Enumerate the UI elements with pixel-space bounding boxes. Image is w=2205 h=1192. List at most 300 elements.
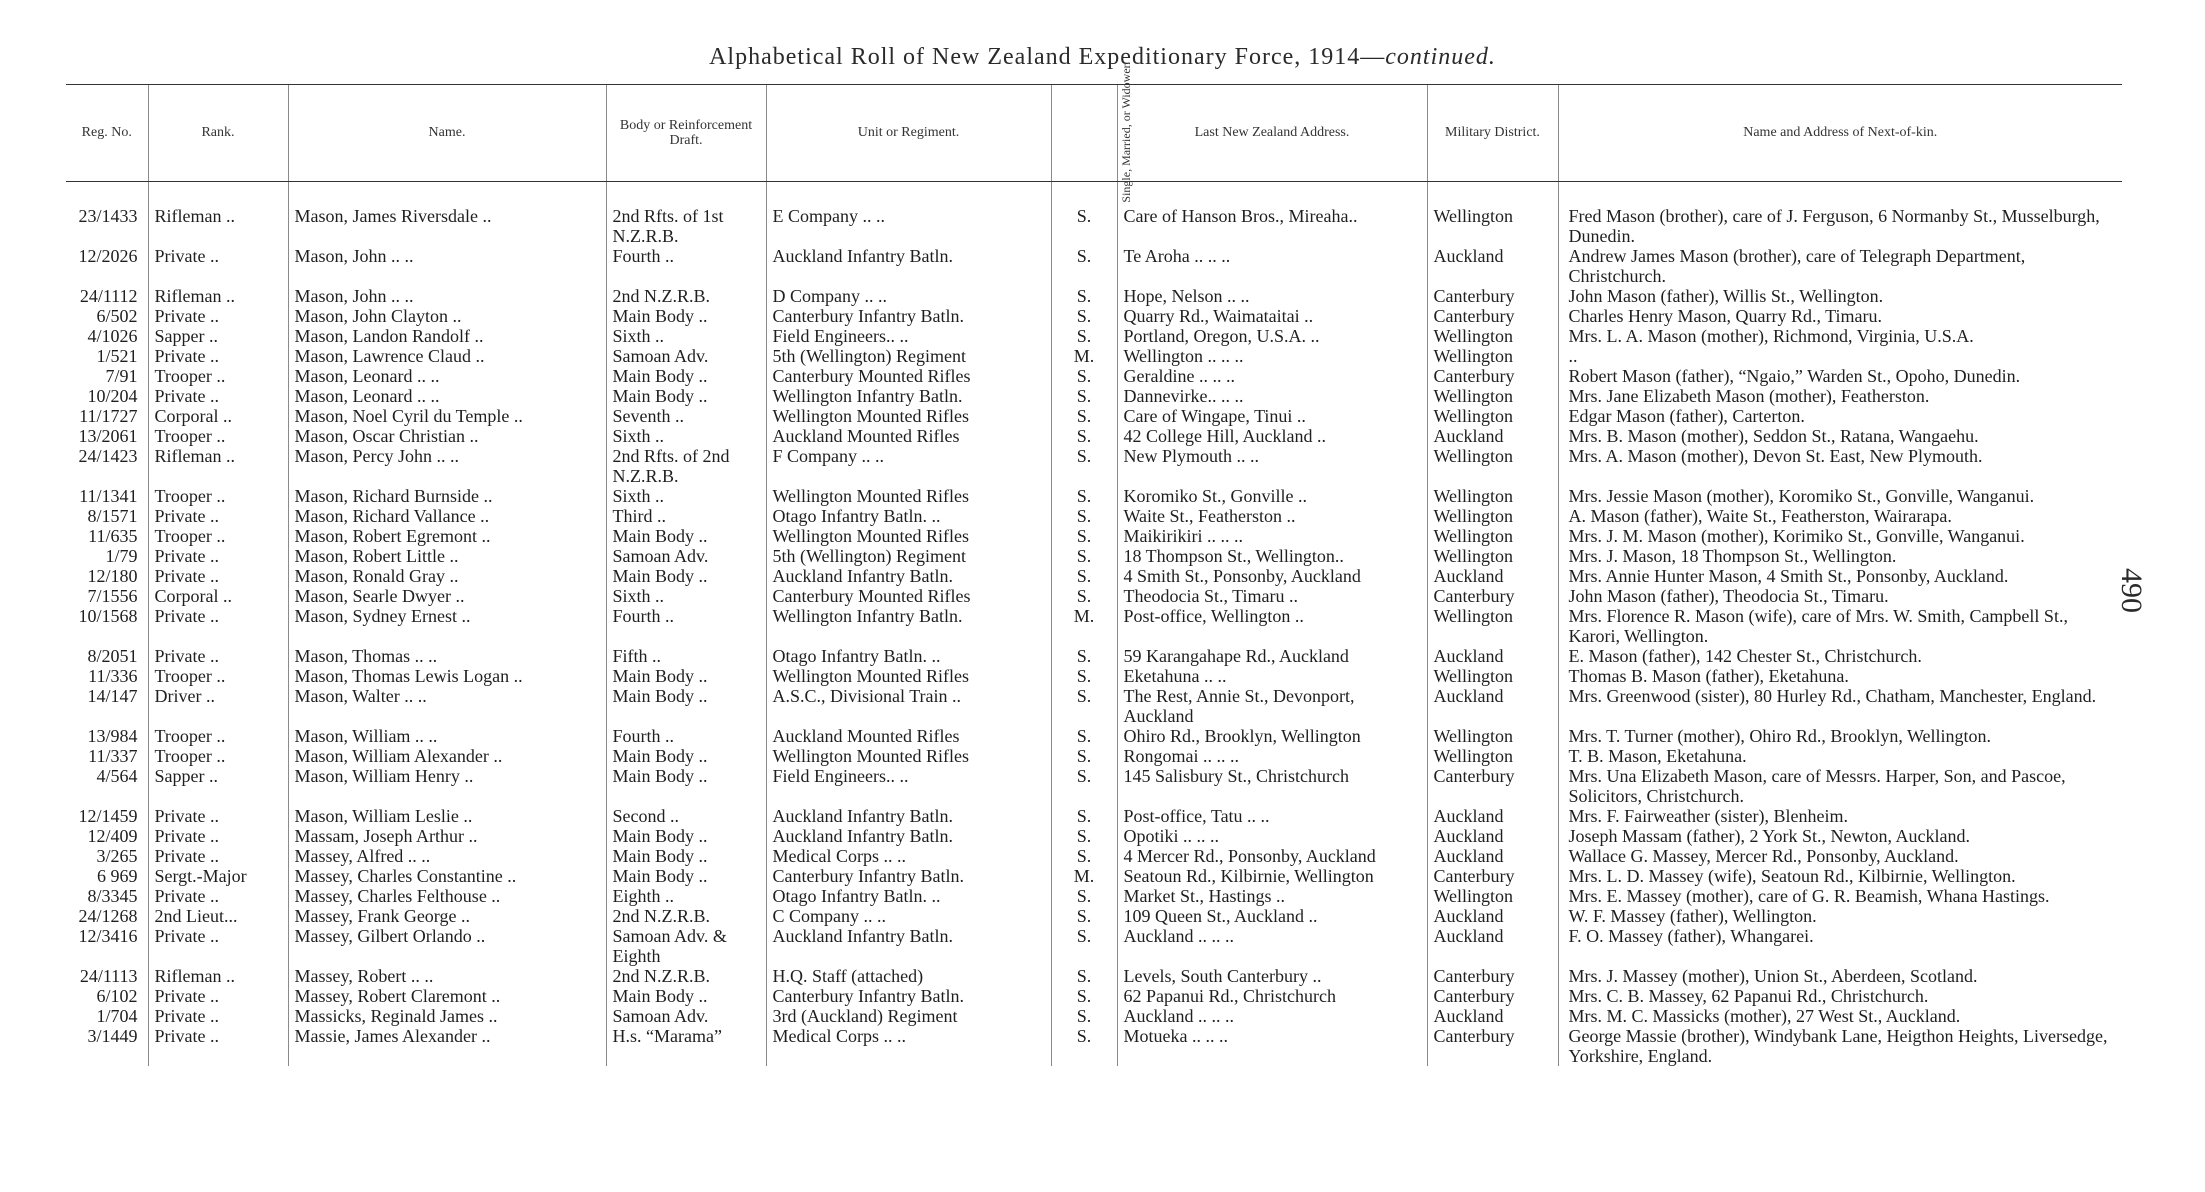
cell-name: Mason, John .. .. (288, 246, 606, 286)
cell-military-district: Wellington (1427, 486, 1558, 506)
cell-next-of-kin: Andrew James Mason (brother), care of Telegraph Department, Christchurch. (1558, 246, 2122, 286)
cell-name: Massie, James Alexander .. (288, 1026, 606, 1066)
cell-name: Massey, Robert .. .. (288, 966, 606, 986)
cell-marital-status: S. (1051, 766, 1117, 806)
cell-reg-no: 24/1423 (78, 446, 138, 466)
cell-unit: Medical Corps .. .. (766, 846, 1051, 866)
cell-marital-status: M. (1051, 346, 1117, 366)
cell-reg-no: 12/409 (87, 826, 138, 846)
table-row (66, 686, 2122, 726)
cell-unit: Otago Infantry Batln. .. (766, 886, 1051, 906)
cell-next-of-kin: Mrs. J. M. Mason (mother), Korimiko St., Gonville, Wanganui. (1558, 526, 2122, 546)
header-row (66, 85, 2122, 182)
cell-marital-status: S. (1051, 182, 1117, 247)
header-status-label: Single, Married, or Widower. (1118, 62, 1133, 203)
cell-address: Auckland .. .. .. (1117, 926, 1427, 966)
cell-reg-no: 24/1112 (79, 286, 138, 306)
cell-military-district: Wellington (1427, 726, 1558, 746)
cell-military-district: Canterbury (1427, 766, 1558, 806)
table-row (66, 566, 2122, 586)
cell-rank: Sergt.-Major (148, 866, 288, 886)
cell-military-district: Canterbury (1427, 286, 1558, 306)
cell-reg-no: 12/180 (87, 566, 138, 586)
cell-rank: Trooper .. (148, 426, 288, 446)
cell-name: Mason, Walter .. .. (288, 686, 606, 726)
cell-unit: 5th (Wellington) Regiment (766, 346, 1051, 366)
cell-next-of-kin: Mrs. F. Fairweather (sister), Blenheim. (1558, 806, 2122, 826)
cell-rank: Corporal .. (148, 406, 288, 426)
cell-rank: Sapper .. (148, 326, 288, 346)
cell-unit: Wellington Mounted Rifles (766, 746, 1051, 766)
cell-marital-status: S. (1051, 546, 1117, 566)
cell-marital-status: S. (1051, 906, 1117, 926)
cell-address: Koromiko St., Gonville .. (1117, 486, 1427, 506)
cell-address: 109 Queen St., Auckland .. (1117, 906, 1427, 926)
cell-unit: Wellington Infantry Batln. (766, 386, 1051, 406)
cell-address: Post-office, Tatu .. .. (1117, 806, 1427, 826)
cell-address: Geraldine .. .. .. (1117, 366, 1427, 386)
cell-reg-no: 7/91 (105, 366, 138, 386)
cell-rank: Rifleman .. (148, 966, 288, 986)
cell-marital-status: S. (1051, 526, 1117, 546)
cell-marital-status: S. (1051, 326, 1117, 346)
cell-marital-status: S. (1051, 566, 1117, 586)
cell-rank: 2nd Lieut... (148, 906, 288, 926)
cell-military-district: Canterbury (1427, 586, 1558, 606)
cell-military-district: Canterbury (1427, 1026, 1558, 1066)
cell-body-draft: Main Body .. (606, 826, 766, 846)
cell-name: Mason, William Henry .. (288, 766, 606, 806)
table-row (66, 386, 2122, 406)
cell-military-district: Auckland (1427, 846, 1558, 866)
cell-next-of-kin: E. Mason (father), 142 Chester St., Christchurch. (1558, 646, 2122, 666)
cell-body-draft: 2nd N.Z.R.B. (606, 966, 766, 986)
cell-unit: Canterbury Infantry Batln. (766, 306, 1051, 326)
cell-body-draft: Main Body .. (606, 386, 766, 406)
cell-reg-no: 23/1433 (78, 206, 138, 226)
cell-next-of-kin: A. Mason (father), Waite St., Featherston, Wairarapa. (1558, 506, 2122, 526)
cell-rank: Corporal .. (148, 586, 288, 606)
cell-body-draft: Second .. (606, 806, 766, 826)
cell-name: Mason, John Clayton .. (288, 306, 606, 326)
cell-body-draft: Main Body .. (606, 746, 766, 766)
cell-rank: Sapper .. (148, 766, 288, 806)
cell-marital-status: S. (1051, 886, 1117, 906)
cell-unit: Auckland Infantry Batln. (766, 806, 1051, 826)
cell-body-draft: Main Body .. (606, 566, 766, 586)
table-row (66, 306, 2122, 326)
table-row (66, 846, 2122, 866)
cell-reg-no: 12/3416 (78, 926, 138, 946)
cell-body-draft: Main Body .. (606, 866, 766, 886)
page-title: Alphabetical Roll of New Zealand Expeditionary Force, 1914—continued. (709, 44, 1496, 70)
cell-marital-status: S. (1051, 926, 1117, 966)
cell-reg-no: 11/1341 (79, 486, 138, 506)
cell-reg-no: 14/147 (87, 686, 138, 706)
cell-marital-status: S. (1051, 1026, 1117, 1066)
cell-body-draft: Main Body .. (606, 666, 766, 686)
cell-next-of-kin: Mrs. L. D. Massey (wife), Seatoun Rd., Kilbirnie, Wellington. (1558, 866, 2122, 886)
cell-address: Care of Wingape, Tinui .. (1117, 406, 1427, 426)
cell-next-of-kin: Mrs. L. A. Mason (mother), Richmond, Virginia, U.S.A. (1558, 326, 2122, 346)
cell-military-district: Wellington (1427, 346, 1558, 366)
cell-name: Massey, Gilbert Orlando .. (288, 926, 606, 966)
table-row (66, 986, 2122, 1006)
cell-reg-no: 13/984 (87, 726, 138, 746)
table-row (66, 406, 2122, 426)
cell-unit: Wellington Mounted Rifles (766, 666, 1051, 686)
cell-body-draft: 2nd Rfts. of 2nd N.Z.R.B. (606, 446, 766, 486)
cell-unit: Canterbury Infantry Batln. (766, 866, 1051, 886)
cell-reg-no: 1/79 (105, 546, 138, 566)
cell-unit: Auckland Infantry Batln. (766, 246, 1051, 286)
cell-address: Care of Hanson Bros., Mireaha.. (1117, 182, 1427, 247)
cell-marital-status: M. (1051, 606, 1117, 646)
cell-body-draft: Main Body .. (606, 366, 766, 386)
cell-rank: Private .. (148, 386, 288, 406)
cell-reg-no: 8/2051 (87, 646, 138, 666)
cell-next-of-kin: W. F. Massey (father), Wellington. (1558, 906, 2122, 926)
cell-military-district: Wellington (1427, 546, 1558, 566)
cell-name: Mason, Lawrence Claud .. (288, 346, 606, 366)
cell-next-of-kin: Mrs. Jane Elizabeth Mason (mother), Featherston. (1558, 386, 2122, 406)
cell-next-of-kin: Mrs. Greenwood (sister), 80 Hurley Rd., Chatham, Manchester, England. (1558, 686, 2122, 726)
cell-name: Massey, Charles Felthouse .. (288, 886, 606, 906)
cell-rank: Trooper .. (148, 666, 288, 686)
cell-military-district: Auckland (1427, 426, 1558, 446)
cell-unit: Auckland Infantry Batln. (766, 826, 1051, 846)
cell-name: Massey, Alfred .. .. (288, 846, 606, 866)
cell-rank: Private .. (148, 506, 288, 526)
cell-next-of-kin: Fred Mason (brother), care of J. Ferguson, 6 Normanby St., Musselburgh, Dunedin. (1558, 182, 2122, 247)
table-row (66, 826, 2122, 846)
cell-reg-no: 3/265 (96, 846, 138, 866)
cell-unit: H.Q. Staff (attached) (766, 966, 1051, 986)
cell-reg-no: 1/704 (96, 1006, 138, 1026)
cell-address: Theodocia St., Timaru .. (1117, 586, 1427, 606)
cell-rank: Private .. (148, 806, 288, 826)
cell-marital-status: S. (1051, 826, 1117, 846)
table-row (66, 446, 2122, 486)
cell-military-district: Wellington (1427, 182, 1558, 247)
cell-body-draft: Eighth .. (606, 886, 766, 906)
cell-body-draft: 2nd Rfts. of 1st N.Z.R.B. (606, 182, 766, 247)
table-row (66, 906, 2122, 926)
cell-unit: Auckland Infantry Batln. (766, 926, 1051, 966)
cell-unit: C Company .. .. (766, 906, 1051, 926)
cell-reg-no: 12/2026 (78, 246, 138, 266)
cell-name: Mason, Thomas .. .. (288, 646, 606, 666)
table-row (66, 246, 2122, 286)
cell-body-draft: Main Body .. (606, 526, 766, 546)
cell-military-district: Canterbury (1427, 986, 1558, 1006)
cell-name: Massey, Charles Constantine .. (288, 866, 606, 886)
cell-marital-status: S. (1051, 846, 1117, 866)
cell-marital-status: S. (1051, 986, 1117, 1006)
cell-address: 4 Smith St., Ponsonby, Auckland (1117, 566, 1427, 586)
cell-name: Mason, James Riversdale .. (288, 182, 606, 247)
cell-military-district: Wellington (1427, 326, 1558, 346)
cell-military-district: Auckland (1427, 1006, 1558, 1026)
cell-next-of-kin: Robert Mason (father), “Ngaio,” Warden St., Opoho, Dunedin. (1558, 366, 2122, 386)
cell-unit: Medical Corps .. .. (766, 1026, 1051, 1066)
cell-military-district: Wellington (1427, 606, 1558, 646)
cell-military-district: Canterbury (1427, 366, 1558, 386)
cell-next-of-kin: Thomas B. Mason (father), Eketahuna. (1558, 666, 2122, 686)
cell-next-of-kin: John Mason (father), Willis St., Wellington. (1558, 286, 2122, 306)
cell-reg-no: 11/336 (88, 666, 138, 686)
cell-next-of-kin: Mrs. Florence R. Mason (wife), care of Mrs. W. Smith, Campbell St., Karori, Wellington. (1558, 606, 2122, 646)
cell-unit: Canterbury Infantry Batln. (766, 986, 1051, 1006)
cell-reg-no: 4/1026 (87, 326, 138, 346)
cell-marital-status: S. (1051, 386, 1117, 406)
cell-reg-no: 1/521 (96, 346, 138, 366)
cell-body-draft: Main Body .. (606, 766, 766, 806)
cell-unit: Auckland Mounted Rifles (766, 726, 1051, 746)
cell-rank: Rifleman .. (148, 446, 288, 486)
cell-marital-status: S. (1051, 686, 1117, 726)
header-address: Last New Zealand Address. (1117, 85, 1427, 182)
cell-military-district: Wellington (1427, 406, 1558, 426)
cell-military-district: Canterbury (1427, 306, 1558, 326)
cell-name: Mason, Robert Egremont .. (288, 526, 606, 546)
cell-rank: Private .. (148, 986, 288, 1006)
cell-rank: Trooper .. (148, 366, 288, 386)
cell-reg-no: 10/1568 (78, 606, 138, 626)
cell-name: Mason, Percy John .. .. (288, 446, 606, 486)
cell-address: Portland, Oregon, U.S.A. .. (1117, 326, 1427, 346)
cell-name: Mason, William Leslie .. (288, 806, 606, 826)
cell-marital-status: S. (1051, 506, 1117, 526)
cell-next-of-kin: Mrs. J. Massey (mother), Union St., Aberdeen, Scotland. (1558, 966, 2122, 986)
table-row (66, 1026, 2122, 1066)
cell-body-draft: Main Body .. (606, 686, 766, 726)
cell-next-of-kin: Mrs. T. Turner (mother), Ohiro Rd., Brooklyn, Wellington. (1558, 726, 2122, 746)
cell-military-district: Canterbury (1427, 966, 1558, 986)
cell-body-draft: 2nd N.Z.R.B. (606, 286, 766, 306)
cell-address: Ohiro Rd., Brooklyn, Wellington (1117, 726, 1427, 746)
cell-rank: Private .. (148, 246, 288, 286)
table-row (66, 646, 2122, 666)
cell-military-district: Wellington (1427, 386, 1558, 406)
cell-rank: Trooper .. (148, 526, 288, 546)
cell-next-of-kin: Mrs. C. B. Massey, 62 Papanui Rd., Christchurch. (1558, 986, 2122, 1006)
cell-unit: Wellington Mounted Rifles (766, 486, 1051, 506)
cell-address: 42 College Hill, Auckland .. (1117, 426, 1427, 446)
cell-next-of-kin: Joseph Massam (father), 2 York St., Newton, Auckland. (1558, 826, 2122, 846)
cell-rank: Trooper .. (148, 746, 288, 766)
cell-name: Massey, Frank George .. (288, 906, 606, 926)
cell-body-draft: Sixth .. (606, 586, 766, 606)
title-continued: continued. (1385, 44, 1496, 70)
cell-military-district: Wellington (1427, 886, 1558, 906)
cell-reg-no: 7/1556 (87, 586, 138, 606)
cell-marital-status: S. (1051, 1006, 1117, 1026)
cell-reg-no: 10/204 (87, 386, 138, 406)
cell-body-draft: Main Body .. (606, 306, 766, 326)
cell-address: 18 Thompson St., Wellington.. (1117, 546, 1427, 566)
cell-address: Dannevirke.. .. .. (1117, 386, 1427, 406)
cell-address: Auckland .. .. .. (1117, 1006, 1427, 1026)
cell-rank: Private .. (148, 846, 288, 866)
cell-military-district: Auckland (1427, 646, 1558, 666)
cell-body-draft: H.s. “Marama” (606, 1026, 766, 1066)
cell-marital-status: S. (1051, 426, 1117, 446)
cell-unit: Wellington Mounted Rifles (766, 526, 1051, 546)
cell-next-of-kin: Mrs. J. Mason, 18 Thompson St., Wellington. (1558, 546, 2122, 566)
cell-address: Eketahuna .. .. (1117, 666, 1427, 686)
cell-reg-no: 11/635 (88, 526, 138, 546)
cell-next-of-kin: Mrs. M. C. Massicks (mother), 27 West St., Auckland. (1558, 1006, 2122, 1026)
cell-unit: Wellington Mounted Rifles (766, 406, 1051, 426)
roll-table (66, 62, 2122, 1066)
cell-marital-status: S. (1051, 446, 1117, 486)
cell-name: Mason, Searle Dwyer .. (288, 586, 606, 606)
table-row (66, 286, 2122, 306)
cell-name: Massicks, Reginald James .. (288, 1006, 606, 1026)
table-row (66, 182, 2122, 247)
header-status (1051, 62, 1133, 203)
cell-next-of-kin: Mrs. Una Elizabeth Mason, care of Messrs. Harper, Son, and Pascoe, Solicitors, Christchurch. (1558, 766, 2122, 806)
header-name: Name. (288, 85, 606, 182)
cell-next-of-kin: George Massie (brother), Windybank Lane, Heigthon Heights, Liversedge, Yorkshire, England. (1558, 1026, 2122, 1066)
cell-name: Mason, Thomas Lewis Logan .. (288, 666, 606, 686)
cell-body-draft: Main Body .. (606, 846, 766, 866)
cell-address: Maikirikiri .. .. .. (1117, 526, 1427, 546)
header-reg: Reg. No. (66, 85, 148, 182)
cell-reg-no: 12/1459 (78, 806, 138, 826)
cell-address: 145 Salisbury St., Christchurch (1117, 766, 1427, 806)
header-unit: Unit or Regiment. (766, 85, 1051, 182)
cell-marital-status: S. (1051, 586, 1117, 606)
table-row (66, 666, 2122, 686)
cell-reg-no: 6/102 (96, 986, 138, 1006)
cell-address: Quarry Rd., Waimataitai .. (1117, 306, 1427, 326)
cell-name: Mason, William .. .. (288, 726, 606, 746)
cell-rank: Trooper .. (148, 486, 288, 506)
cell-next-of-kin: Mrs. Jessie Mason (mother), Koromiko St., Gonville, Wanganui. (1558, 486, 2122, 506)
cell-address: Te Aroha .. .. .. (1117, 246, 1427, 286)
cell-name: Mason, Landon Randolf .. (288, 326, 606, 346)
cell-address: Rongomai .. .. .. (1117, 746, 1427, 766)
cell-next-of-kin: Mrs. E. Massey (mother), care of G. R. Beamish, Whana Hastings. (1558, 886, 2122, 906)
table-row (66, 766, 2122, 806)
cell-marital-status: S. (1051, 286, 1117, 306)
cell-military-district: Auckland (1427, 246, 1558, 286)
cell-marital-status: M. (1051, 866, 1117, 886)
cell-address: 4 Mercer Rd., Ponsonby, Auckland (1117, 846, 1427, 866)
cell-reg-no: 11/337 (88, 746, 138, 766)
cell-body-draft: Third .. (606, 506, 766, 526)
cell-address: New Plymouth .. .. (1117, 446, 1427, 486)
cell-reg-no: 6/502 (96, 306, 138, 326)
cell-military-district: Canterbury (1427, 866, 1558, 886)
cell-body-draft: Seventh .. (606, 406, 766, 426)
cell-military-district: Auckland (1427, 566, 1558, 586)
cell-unit: F Company .. .. (766, 446, 1051, 486)
cell-unit: D Company .. .. (766, 286, 1051, 306)
cell-marital-status: S. (1051, 306, 1117, 326)
cell-next-of-kin: Mrs. A. Mason (mother), Devon St. East, New Plymouth. (1558, 446, 2122, 486)
cell-marital-status: S. (1051, 486, 1117, 506)
cell-unit: Field Engineers.. .. (766, 326, 1051, 346)
cell-next-of-kin: F. O. Massey (father), Whangarei. (1558, 926, 2122, 966)
cell-marital-status: S. (1051, 726, 1117, 746)
cell-rank: Private .. (148, 826, 288, 846)
table-row (66, 526, 2122, 546)
cell-name: Mason, Richard Vallance .. (288, 506, 606, 526)
cell-next-of-kin: T. B. Mason, Eketahuna. (1558, 746, 2122, 766)
cell-rank: Private .. (148, 1006, 288, 1026)
cell-marital-status: S. (1051, 406, 1117, 426)
cell-address: Seatoun Rd., Kilbirnie, Wellington (1117, 866, 1427, 886)
cell-rank: Rifleman .. (148, 182, 288, 247)
table-row (66, 426, 2122, 446)
cell-unit: Otago Infantry Batln. .. (766, 506, 1051, 526)
table-row (66, 366, 2122, 386)
table-row (66, 326, 2122, 346)
table-row (66, 506, 2122, 526)
cell-marital-status: S. (1051, 806, 1117, 826)
cell-next-of-kin: Charles Henry Mason, Quarry Rd., Timaru. (1558, 306, 2122, 326)
cell-reg-no: 3/1449 (87, 1026, 138, 1046)
cell-rank: Private .. (148, 566, 288, 586)
cell-reg-no: 13/2061 (78, 426, 138, 446)
cell-military-district: Auckland (1427, 686, 1558, 726)
cell-address: 62 Papanui Rd., Christchurch (1117, 986, 1427, 1006)
table-row (66, 1006, 2122, 1026)
cell-name: Mason, Sydney Ernest .. (288, 606, 606, 646)
cell-body-draft: Samoan Adv. (606, 346, 766, 366)
cell-unit: 5th (Wellington) Regiment (766, 546, 1051, 566)
cell-unit: E Company .. .. (766, 182, 1051, 247)
table-row (66, 346, 2122, 366)
roll-body (66, 182, 2122, 1067)
cell-name: Massam, Joseph Arthur .. (288, 826, 606, 846)
cell-name: Mason, Leonard .. .. (288, 366, 606, 386)
cell-next-of-kin: Mrs. B. Mason (mother), Seddon St., Ratana, Wangaehu. (1558, 426, 2122, 446)
cell-unit: Canterbury Mounted Rifles (766, 366, 1051, 386)
header-kin: Name and Address of Next-of-kin. (1558, 85, 2122, 182)
cell-name: Massey, Robert Claremont .. (288, 986, 606, 1006)
cell-body-draft: Samoan Adv. (606, 546, 766, 566)
cell-address: Levels, South Canterbury .. (1117, 966, 1427, 986)
cell-reg-no: 8/3345 (87, 886, 138, 906)
cell-rank: Driver .. (148, 686, 288, 726)
cell-next-of-kin: Wallace G. Massey, Mercer Rd., Ponsonby, Auckland. (1558, 846, 2122, 866)
cell-body-draft: Samoan Adv. (606, 1006, 766, 1026)
cell-military-district: Wellington (1427, 526, 1558, 546)
cell-unit: 3rd (Auckland) Regiment (766, 1006, 1051, 1026)
table-row (66, 746, 2122, 766)
table-row (66, 546, 2122, 566)
cell-military-district: Wellington (1427, 666, 1558, 686)
cell-address: Waite St., Featherston .. (1117, 506, 1427, 526)
cell-name: Mason, Richard Burnside .. (288, 486, 606, 506)
cell-military-district: Auckland (1427, 926, 1558, 966)
page-number: 490 (2115, 568, 2148, 613)
cell-address: Post-office, Wellington .. (1117, 606, 1427, 646)
cell-unit: Auckland Mounted Rifles (766, 426, 1051, 446)
cell-body-draft: Sixth .. (606, 486, 766, 506)
cell-address: Motueka .. .. .. (1117, 1026, 1427, 1066)
cell-unit: A.S.C., Divisional Train .. (766, 686, 1051, 726)
header-district: Military District. (1427, 85, 1558, 182)
cell-rank: Private .. (148, 886, 288, 906)
cell-reg-no: 8/1571 (87, 506, 138, 526)
cell-rank: Private .. (148, 346, 288, 366)
cell-marital-status: S. (1051, 366, 1117, 386)
